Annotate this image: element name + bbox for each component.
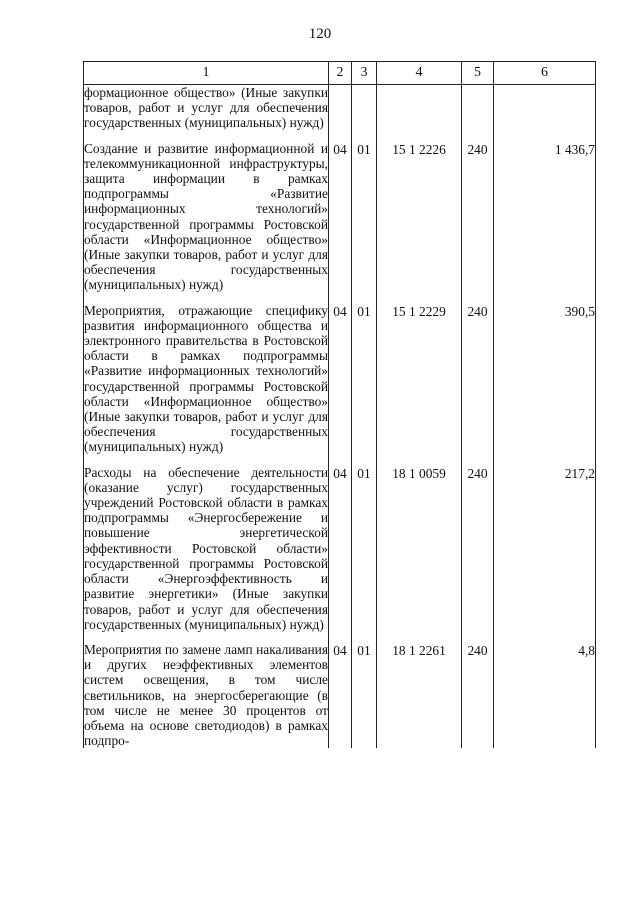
row-subsection: 01 [352, 303, 377, 455]
column-header-6: 6 [494, 62, 596, 85]
row-subsection: 01 [352, 141, 377, 293]
row-subsection [352, 85, 377, 131]
row-target-article: 18 1 2261 [377, 642, 462, 748]
row-expense-type: 240 [462, 303, 494, 455]
page-number: 120 [308, 26, 332, 42]
row-target-article [377, 85, 462, 131]
row-amount: 1 436,7 [494, 141, 596, 293]
row-amount: 217,2 [494, 465, 596, 632]
column-header-1: 1 [84, 62, 329, 85]
column-header-3: 3 [352, 62, 377, 85]
column-header-4: 4 [377, 62, 462, 85]
budget-table [83, 61, 596, 748]
table-header-row [84, 62, 596, 85]
row-amount: 390,5 [494, 303, 596, 455]
row-section: 04 [329, 303, 352, 455]
row-amount [494, 85, 596, 131]
row-section: 04 [329, 465, 352, 632]
table-row [84, 465, 596, 632]
table-row [84, 141, 596, 293]
row-description: Создание и развитие информационной и телекоммуникационной инфраструктуры, защита информации в рамках подпрограммы «Развитие информационных технологий» государственной программы Ростовской области «Информационное общество» (Иные закупки товаров, работ и услуг для обеспечения государственных (муниципальных) нужд) [84, 140, 328, 293]
row-description: Мероприятия по замене ламп накаливания и других неэффективных элементов систем освещения, в том числе светильников, на энергосберегающие (в том числе не менее 30 процентов от объема на основе светодиодов) в рамках подпро- [84, 641, 328, 749]
table-row [84, 85, 596, 131]
table-row [84, 642, 596, 748]
column-header-2: 2 [329, 62, 352, 85]
row-expense-type: 240 [462, 141, 494, 293]
column-header-5: 5 [462, 62, 494, 85]
row-description: Расходы на обеспечение деятельности (оказание услуг) государственных учреждений Ростовской области в рамках подпрограммы «Энергосбережение и повышение энергетической эффективности Ростовской области» государственной программы Ростовской области «Энергоэффективность и развитие энергетики» (Иные закупки товаров, работ и услуг для обеспечения государственных (муниципальных) нужд) [84, 464, 328, 632]
row-target-article: 15 1 2229 [377, 303, 462, 455]
row-expense-type [462, 85, 494, 131]
row-subsection: 01 [352, 642, 377, 748]
row-description: формационное общество» (Иные закупки товаров, работ и услуг для обеспечения государственных (муниципальных) нужд) [84, 85, 328, 131]
row-amount: 4,8 [494, 642, 596, 748]
row-expense-type: 240 [462, 465, 494, 632]
row-target-article: 15 1 2226 [377, 141, 462, 293]
row-target-article: 18 1 0059 [377, 465, 462, 632]
row-description: Мероприятия, отражающие специфику развития информационного общества и электронного правительства в Ростовской области в рамках подпрограммы «Развитие информационных технологий» государственной программы Ростовской области «Информационное общество» (Иные закупки товаров, работ и услуг для обеспечения государственных (муниципальных) нужд) [84, 302, 328, 455]
row-section [329, 85, 352, 131]
table-row [84, 303, 596, 455]
row-section: 04 [329, 642, 352, 748]
row-section: 04 [329, 141, 352, 293]
row-expense-type: 240 [462, 642, 494, 748]
row-subsection: 01 [352, 465, 377, 632]
